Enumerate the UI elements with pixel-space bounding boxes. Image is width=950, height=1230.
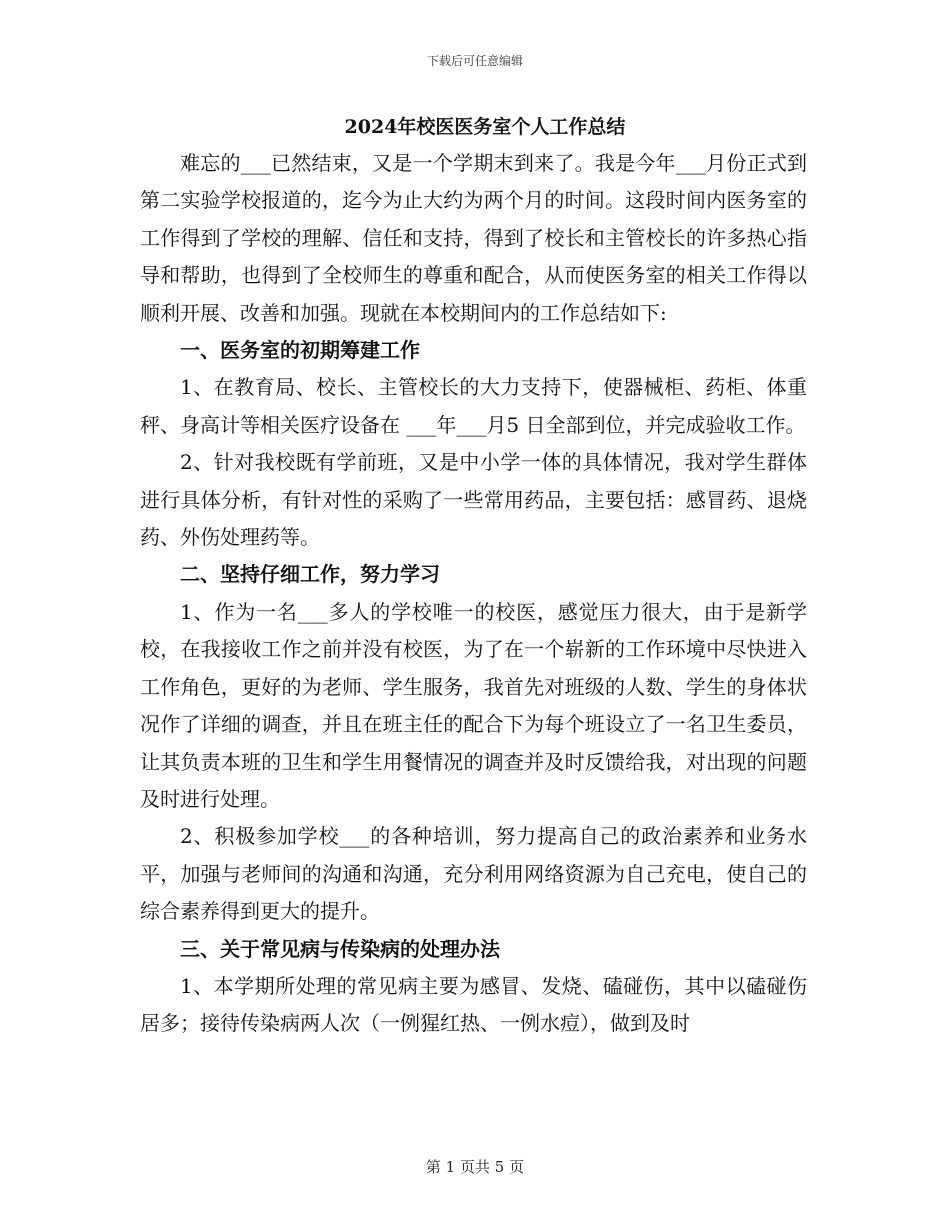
- section-heading-3: 三、关于常见病与传染病的处理办法: [180, 936, 500, 961]
- paragraph-intro: 难忘的___已然结束，又是一个学期末到来了。我是今年___月份正式到第二实验学校报道的，迄今为止大约为两个月的时间。这段时间内医务室的工作得到了学校的理解、信任和支持，得到了校长和主管校长的许多热心指导和帮助，也得到了全校师生的尊重和配合，从而使医务室的相关工作得以顺利开展、改善和加强。现就在本校期间内的工作总结如下:: [140, 151, 807, 325]
- page-header-note: 下载后可任意编辑: [426, 54, 523, 68]
- paragraph-2-2: 2、积极参加学校___的各种培训，努力提高自己的政治素养和业务水平，加强与老师间的沟通和沟通，充分利用网络资源为自己充电，使自己的综合素养得到更大的提升。: [140, 824, 807, 924]
- document-body: [140, 145, 807, 1043]
- paragraph-2-1: 1、作为一名___多人的学校唯一的校医，感觉压力很大，由于是新学校，在我接收工作之前并没有校医，为了在一个崭新的工作环境中尽快进入工作角色，更好的为老师、学生服务，我首先对班级的人数、学生的身体状况作了详细的调查，并且在班主任的配合下为每个班设立了一名卫生委员，让其负责本班的卫生和学生用餐情况的调查并及时反馈给我，对出现的问题及时进行处理。: [140, 599, 807, 811]
- page-number: 第 1 页共 5 页: [425, 1158, 525, 1176]
- section-heading-2: 二、坚持仔细工作，努力学习: [180, 562, 440, 587]
- paragraph-3-1: 1、本学期所处理的常见病主要为感冒、发烧、磕碰伤，其中以磕碰伤居多；接待传染病两人次（一例猩红热、一例水痘），做到及时: [140, 973, 807, 1036]
- paragraph-1-2: 2、针对我校既有学前班，又是中小学一体的具体情况，我对学生群体进行具体分析，有针对性的采购了一些常用药品，主要包括：感冒药、退烧药、外伤处理药等。: [140, 450, 807, 550]
- paragraph-1-1: 1、在教育局、校长、主管校长的大力支持下，使器械柜、药柜、体重秤、身高计等相关医疗设备在 ___年___月5 日全部到位，并完成验收工作。: [140, 375, 807, 437]
- section-heading-1: 一、医务室的初期筹建工作: [180, 338, 420, 363]
- document-title: 2024年校医医务室个人工作总结: [344, 116, 626, 138]
